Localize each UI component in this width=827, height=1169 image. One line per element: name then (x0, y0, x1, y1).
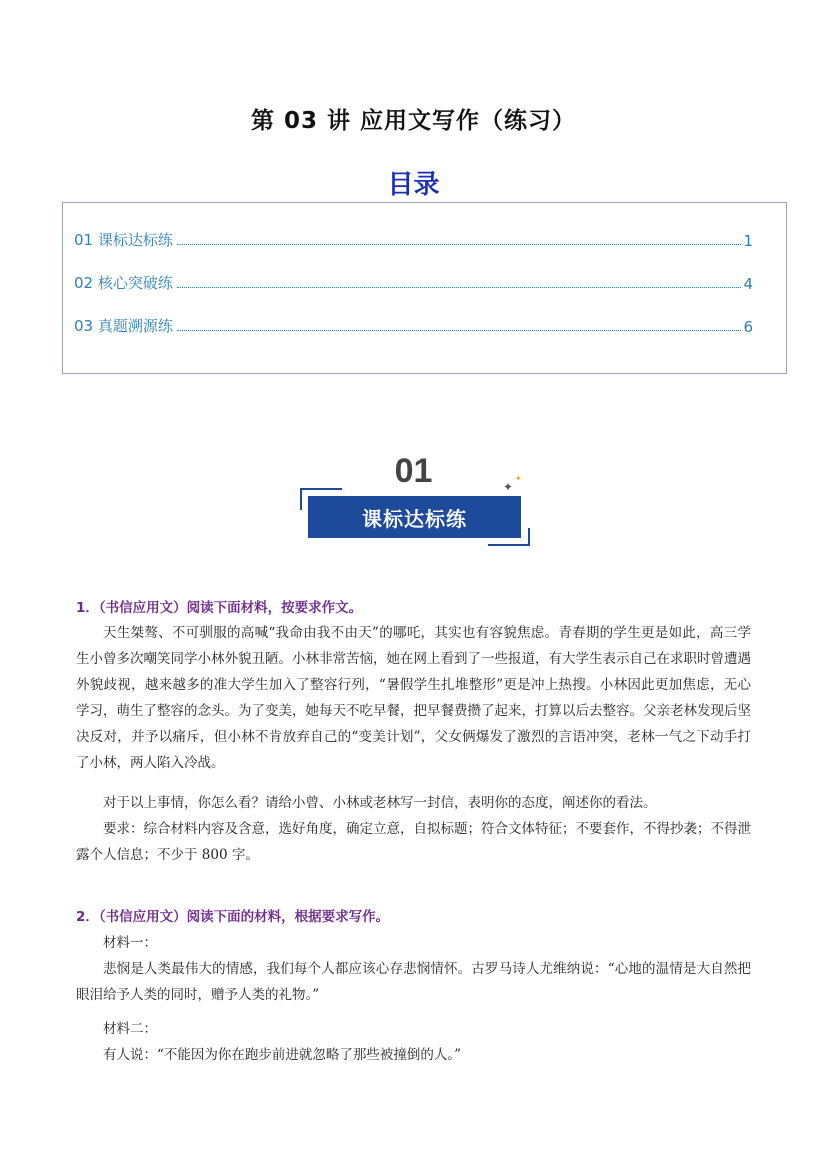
question-requirements: 要求：综合材料内容及含意，选好角度，确定立意，自拟标题；符合文体特征；不要套作，不得抄袭；不得泄露个人信息；不少于 800 字。 (76, 821, 751, 863)
material-heading: 材料二： (103, 1021, 157, 1037)
question-title: 1．（书信应用文）阅读下面材料，按要求作文。 (76, 600, 363, 616)
toc-item-label: 03 真题溯源练 (74, 317, 173, 335)
question-paragraph: 天生桀骜、不可驯服的高喊“我命由我不由天”的哪吒，其实也有容貌焦虑。青春期的学生更是如此，高三学生小曾多次嘲笑同学小林外貌丑陋。小林非常苦恼，她在网上看到了一些报道，有大学生表示自己在求职时曾遭遇外貌歧视，越来越多的准大学生加入了整容行列，“暑假学生扎堆整形”更是冲上热搜。小林因此更加焦虑，无心学习，萌生了整容的念头。为了变美，她每天不吃早餐，把早餐费攒了起来，打算以后去整容。父亲老林发现后坚决反对，并予以痛斥，但小林不肯放弃自己的“变美计划”，父女俩爆发了激烈的言语冲突，老林一气之下动手打了小林，两人陷入冷战。 (76, 625, 751, 771)
toc-item-3[interactable] (74, 314, 753, 336)
toc-item-label: 02 核心突破练 (74, 274, 173, 292)
question-paragraph: 对于以上事情，你怎么看？请给小曾、小林或老林写一封信，表明你的态度，阐述你的看法。 (103, 795, 657, 811)
toc-item-1[interactable] (74, 228, 753, 250)
material-heading: 材料一： (103, 935, 157, 951)
section-number: 01 (394, 452, 433, 490)
toc-leader (177, 287, 742, 288)
question-title: 2．（书信应用文）阅读下面的材料，根据要求写作。 (76, 909, 390, 925)
page-title: 第 03 讲 应用文写作（练习） (250, 108, 577, 134)
toc-item-page: 6 (743, 318, 753, 336)
toc-leader (177, 244, 742, 245)
material-text: 有人说：“不能因为你在跑步前进就忽略了那些被撞倒的人。” (103, 1047, 462, 1063)
toc-item-page: 4 (743, 275, 753, 293)
sparkle-icon: ✦ (515, 474, 522, 483)
section-banner: 课标达标练 (308, 496, 521, 538)
material-text: 悲悯是人类最伟大的情感，我们每个人都应该心存悲悯情怀。古罗马诗人尤维纳说：“心地的温情是大自然把眼泪给予人类的同时，赠予人类的礼物。” (76, 961, 751, 1003)
toc-leader (177, 330, 742, 331)
toc-item-2[interactable] (74, 271, 753, 293)
toc-heading: 目录 (387, 170, 440, 200)
sparkle-icon: ✦ (503, 480, 514, 494)
toc-item-page: 1 (743, 232, 753, 250)
toc-item-label: 01 课标达标练 (74, 231, 173, 249)
